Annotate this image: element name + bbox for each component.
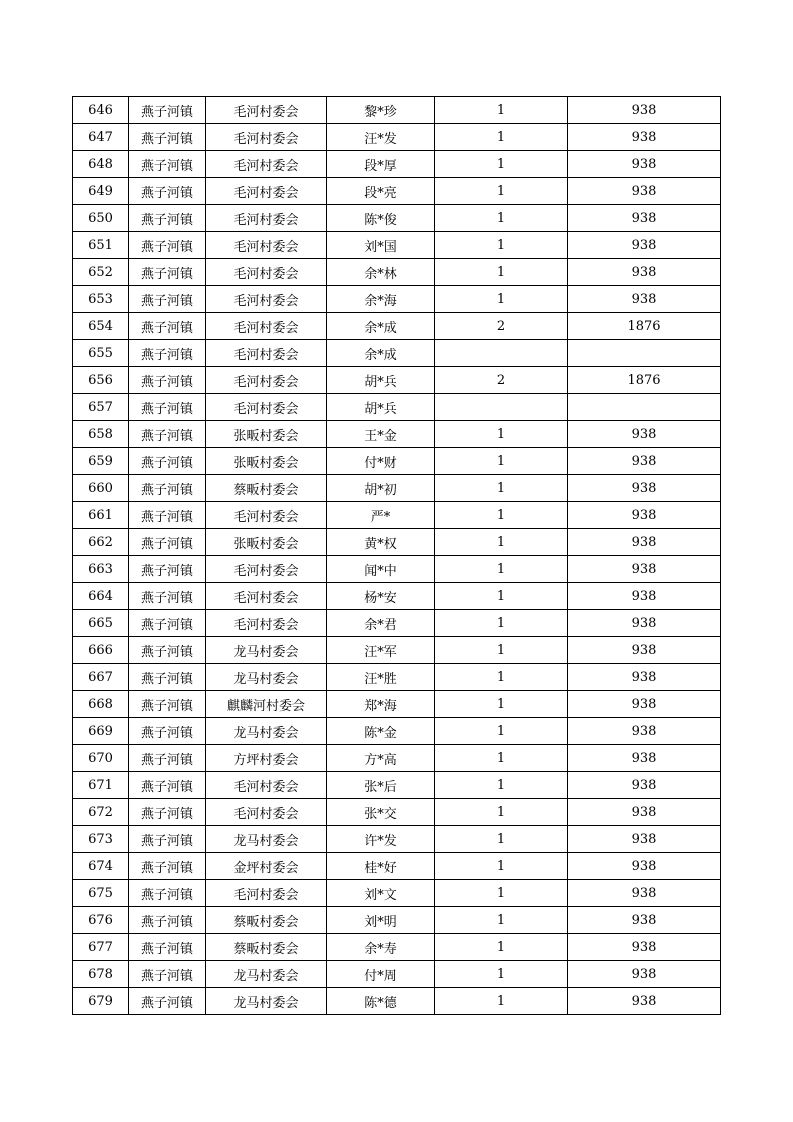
table-row — [73, 988, 721, 1015]
row-number-cell: 668 — [73, 691, 129, 718]
person-name-cell: 胡*初 — [327, 475, 435, 502]
row-number-cell: 651 — [73, 232, 129, 259]
row-number-cell: 665 — [73, 610, 129, 637]
count-cell: 1 — [435, 151, 568, 178]
amount-cell: 938 — [568, 124, 721, 151]
table-row — [73, 610, 721, 637]
row-number-cell: 663 — [73, 556, 129, 583]
person-name-cell: 胡*兵 — [327, 367, 435, 394]
town-cell: 燕子河镇 — [129, 718, 206, 745]
town-cell: 燕子河镇 — [129, 745, 206, 772]
amount-cell: 938 — [568, 610, 721, 637]
person-name-cell: 付*周 — [327, 961, 435, 988]
data-table — [72, 96, 721, 1015]
village-committee-cell: 毛河村委会 — [206, 313, 327, 340]
village-committee-cell: 毛河村委会 — [206, 367, 327, 394]
count-cell: 1 — [435, 610, 568, 637]
town-cell: 燕子河镇 — [129, 961, 206, 988]
town-cell: 燕子河镇 — [129, 124, 206, 151]
row-number-cell: 666 — [73, 637, 129, 664]
amount-cell: 938 — [568, 718, 721, 745]
town-cell: 燕子河镇 — [129, 610, 206, 637]
town-cell: 燕子河镇 — [129, 988, 206, 1015]
row-number-cell: 671 — [73, 772, 129, 799]
table-row — [73, 259, 721, 286]
row-number-cell: 647 — [73, 124, 129, 151]
amount-cell: 938 — [568, 151, 721, 178]
count-cell: 1 — [435, 961, 568, 988]
table-row — [73, 502, 721, 529]
table-row — [73, 178, 721, 205]
count-cell: 2 — [435, 313, 568, 340]
row-number-cell: 661 — [73, 502, 129, 529]
town-cell: 燕子河镇 — [129, 637, 206, 664]
amount-cell: 938 — [568, 502, 721, 529]
row-number-cell: 650 — [73, 205, 129, 232]
amount-cell: 938 — [568, 745, 721, 772]
village-committee-cell: 金坪村委会 — [206, 853, 327, 880]
table-row — [73, 394, 721, 421]
person-name-cell: 汪*胜 — [327, 664, 435, 691]
table-row — [73, 448, 721, 475]
village-committee-cell: 蔡畈村委会 — [206, 934, 327, 961]
count-cell: 1 — [435, 988, 568, 1015]
row-number-cell: 657 — [73, 394, 129, 421]
town-cell: 燕子河镇 — [129, 934, 206, 961]
amount-cell: 938 — [568, 475, 721, 502]
town-cell: 燕子河镇 — [129, 880, 206, 907]
person-name-cell: 黄*权 — [327, 529, 435, 556]
town-cell: 燕子河镇 — [129, 259, 206, 286]
village-committee-cell: 毛河村委会 — [206, 556, 327, 583]
row-number-cell: 662 — [73, 529, 129, 556]
village-committee-cell: 毛河村委会 — [206, 151, 327, 178]
row-number-cell: 664 — [73, 583, 129, 610]
row-number-cell: 646 — [73, 97, 129, 124]
count-cell: 1 — [435, 853, 568, 880]
town-cell: 燕子河镇 — [129, 475, 206, 502]
table-row — [73, 826, 721, 853]
person-name-cell: 桂*好 — [327, 853, 435, 880]
amount-cell: 938 — [568, 772, 721, 799]
amount-cell: 938 — [568, 961, 721, 988]
table-row — [73, 691, 721, 718]
village-committee-cell: 蔡畈村委会 — [206, 475, 327, 502]
table-row — [73, 772, 721, 799]
table-row — [73, 961, 721, 988]
person-name-cell: 余*林 — [327, 259, 435, 286]
row-number-cell: 674 — [73, 853, 129, 880]
table-row — [73, 313, 721, 340]
town-cell: 燕子河镇 — [129, 691, 206, 718]
person-name-cell: 陈*德 — [327, 988, 435, 1015]
town-cell: 燕子河镇 — [129, 448, 206, 475]
row-number-cell: 672 — [73, 799, 129, 826]
amount-cell: 938 — [568, 583, 721, 610]
row-number-cell: 654 — [73, 313, 129, 340]
table-row — [73, 367, 721, 394]
town-cell: 燕子河镇 — [129, 340, 206, 367]
person-name-cell: 段*厚 — [327, 151, 435, 178]
row-number-cell: 655 — [73, 340, 129, 367]
table-row — [73, 745, 721, 772]
amount-cell — [568, 340, 721, 367]
count-cell: 1 — [435, 880, 568, 907]
person-name-cell: 郑*海 — [327, 691, 435, 718]
person-name-cell: 汪*军 — [327, 637, 435, 664]
row-number-cell: 660 — [73, 475, 129, 502]
table-row — [73, 124, 721, 151]
village-committee-cell: 毛河村委会 — [206, 610, 327, 637]
count-cell: 1 — [435, 178, 568, 205]
town-cell: 燕子河镇 — [129, 907, 206, 934]
count-cell: 1 — [435, 529, 568, 556]
town-cell: 燕子河镇 — [129, 286, 206, 313]
person-name-cell: 余*君 — [327, 610, 435, 637]
village-committee-cell: 毛河村委会 — [206, 340, 327, 367]
person-name-cell: 张*交 — [327, 799, 435, 826]
table-row — [73, 232, 721, 259]
row-number-cell: 653 — [73, 286, 129, 313]
person-name-cell: 王*金 — [327, 421, 435, 448]
amount-cell: 938 — [568, 556, 721, 583]
person-name-cell: 段*亮 — [327, 178, 435, 205]
table-row — [73, 529, 721, 556]
person-name-cell: 刘*明 — [327, 907, 435, 934]
person-name-cell: 严* — [327, 502, 435, 529]
person-name-cell: 闻*中 — [327, 556, 435, 583]
count-cell: 1 — [435, 502, 568, 529]
count-cell: 1 — [435, 637, 568, 664]
person-name-cell: 汪*发 — [327, 124, 435, 151]
village-committee-cell: 麒麟河村委会 — [206, 691, 327, 718]
row-number-cell: 679 — [73, 988, 129, 1015]
person-name-cell: 许*发 — [327, 826, 435, 853]
row-number-cell: 652 — [73, 259, 129, 286]
amount-cell: 938 — [568, 259, 721, 286]
amount-cell — [568, 394, 721, 421]
amount-cell: 938 — [568, 205, 721, 232]
amount-cell: 938 — [568, 988, 721, 1015]
town-cell: 燕子河镇 — [129, 826, 206, 853]
row-number-cell: 648 — [73, 151, 129, 178]
table-row — [73, 286, 721, 313]
town-cell: 燕子河镇 — [129, 853, 206, 880]
count-cell: 1 — [435, 934, 568, 961]
person-name-cell: 黎*珍 — [327, 97, 435, 124]
village-committee-cell: 毛河村委会 — [206, 232, 327, 259]
table-row — [73, 853, 721, 880]
town-cell: 燕子河镇 — [129, 367, 206, 394]
table-row — [73, 718, 721, 745]
amount-cell: 938 — [568, 448, 721, 475]
row-number-cell: 659 — [73, 448, 129, 475]
row-number-cell: 675 — [73, 880, 129, 907]
count-cell: 1 — [435, 475, 568, 502]
amount-cell: 938 — [568, 826, 721, 853]
table-row — [73, 583, 721, 610]
person-name-cell: 付*财 — [327, 448, 435, 475]
table-row — [73, 151, 721, 178]
town-cell: 燕子河镇 — [129, 583, 206, 610]
table-row — [73, 799, 721, 826]
table-body — [73, 97, 721, 1015]
table-row — [73, 340, 721, 367]
person-name-cell: 刘*文 — [327, 880, 435, 907]
count-cell: 1 — [435, 826, 568, 853]
row-number-cell: 670 — [73, 745, 129, 772]
amount-cell: 938 — [568, 664, 721, 691]
town-cell: 燕子河镇 — [129, 151, 206, 178]
town-cell: 燕子河镇 — [129, 664, 206, 691]
village-committee-cell: 方坪村委会 — [206, 745, 327, 772]
row-number-cell: 677 — [73, 934, 129, 961]
village-committee-cell: 毛河村委会 — [206, 286, 327, 313]
village-committee-cell: 张畈村委会 — [206, 529, 327, 556]
person-name-cell: 刘*国 — [327, 232, 435, 259]
amount-cell: 1876 — [568, 313, 721, 340]
person-name-cell: 陈*俊 — [327, 205, 435, 232]
amount-cell: 938 — [568, 934, 721, 961]
table-row — [73, 637, 721, 664]
table-row — [73, 664, 721, 691]
amount-cell: 1876 — [568, 367, 721, 394]
count-cell: 1 — [435, 259, 568, 286]
row-number-cell: 678 — [73, 961, 129, 988]
row-number-cell: 656 — [73, 367, 129, 394]
amount-cell: 938 — [568, 421, 721, 448]
village-committee-cell: 毛河村委会 — [206, 772, 327, 799]
amount-cell: 938 — [568, 799, 721, 826]
row-number-cell: 667 — [73, 664, 129, 691]
person-name-cell: 余*海 — [327, 286, 435, 313]
amount-cell: 938 — [568, 286, 721, 313]
table-row — [73, 907, 721, 934]
count-cell: 1 — [435, 583, 568, 610]
count-cell — [435, 394, 568, 421]
village-committee-cell: 毛河村委会 — [206, 394, 327, 421]
table-row — [73, 475, 721, 502]
count-cell: 1 — [435, 664, 568, 691]
village-committee-cell: 蔡畈村委会 — [206, 907, 327, 934]
amount-cell: 938 — [568, 97, 721, 124]
row-number-cell: 676 — [73, 907, 129, 934]
amount-cell: 938 — [568, 907, 721, 934]
count-cell: 2 — [435, 367, 568, 394]
count-cell: 1 — [435, 232, 568, 259]
table-row — [73, 934, 721, 961]
village-committee-cell: 龙马村委会 — [206, 664, 327, 691]
person-name-cell: 陈*金 — [327, 718, 435, 745]
village-committee-cell: 龙马村委会 — [206, 718, 327, 745]
count-cell: 1 — [435, 205, 568, 232]
person-name-cell: 余*成 — [327, 313, 435, 340]
count-cell: 1 — [435, 691, 568, 718]
town-cell: 燕子河镇 — [129, 232, 206, 259]
row-number-cell: 658 — [73, 421, 129, 448]
count-cell: 1 — [435, 799, 568, 826]
village-committee-cell: 张畈村委会 — [206, 421, 327, 448]
amount-cell: 938 — [568, 880, 721, 907]
row-number-cell: 669 — [73, 718, 129, 745]
town-cell: 燕子河镇 — [129, 556, 206, 583]
town-cell: 燕子河镇 — [129, 799, 206, 826]
count-cell: 1 — [435, 421, 568, 448]
village-committee-cell: 毛河村委会 — [206, 97, 327, 124]
count-cell: 1 — [435, 556, 568, 583]
town-cell: 燕子河镇 — [129, 205, 206, 232]
row-number-cell: 649 — [73, 178, 129, 205]
count-cell: 1 — [435, 718, 568, 745]
town-cell: 燕子河镇 — [129, 421, 206, 448]
village-committee-cell: 龙马村委会 — [206, 637, 327, 664]
table-row — [73, 97, 721, 124]
village-committee-cell: 毛河村委会 — [206, 124, 327, 151]
person-name-cell: 张*后 — [327, 772, 435, 799]
count-cell: 1 — [435, 448, 568, 475]
village-committee-cell: 龙马村委会 — [206, 961, 327, 988]
village-committee-cell: 毛河村委会 — [206, 259, 327, 286]
village-committee-cell: 毛河村委会 — [206, 880, 327, 907]
amount-cell: 938 — [568, 691, 721, 718]
amount-cell: 938 — [568, 178, 721, 205]
town-cell: 燕子河镇 — [129, 529, 206, 556]
village-committee-cell: 龙马村委会 — [206, 826, 327, 853]
count-cell: 1 — [435, 124, 568, 151]
person-name-cell: 胡*兵 — [327, 394, 435, 421]
count-cell: 1 — [435, 772, 568, 799]
village-committee-cell: 毛河村委会 — [206, 178, 327, 205]
village-committee-cell: 龙马村委会 — [206, 988, 327, 1015]
count-cell — [435, 340, 568, 367]
town-cell: 燕子河镇 — [129, 502, 206, 529]
count-cell: 1 — [435, 97, 568, 124]
amount-cell: 938 — [568, 529, 721, 556]
table-row — [73, 880, 721, 907]
town-cell: 燕子河镇 — [129, 97, 206, 124]
person-name-cell: 余*成 — [327, 340, 435, 367]
table-row — [73, 205, 721, 232]
village-committee-cell: 毛河村委会 — [206, 583, 327, 610]
amount-cell: 938 — [568, 637, 721, 664]
amount-cell: 938 — [568, 853, 721, 880]
village-committee-cell: 毛河村委会 — [206, 799, 327, 826]
village-committee-cell: 毛河村委会 — [206, 502, 327, 529]
town-cell: 燕子河镇 — [129, 178, 206, 205]
amount-cell: 938 — [568, 232, 721, 259]
person-name-cell: 杨*安 — [327, 583, 435, 610]
town-cell: 燕子河镇 — [129, 394, 206, 421]
village-committee-cell: 毛河村委会 — [206, 205, 327, 232]
table-row — [73, 421, 721, 448]
count-cell: 1 — [435, 745, 568, 772]
table-row — [73, 556, 721, 583]
person-name-cell: 余*寿 — [327, 934, 435, 961]
town-cell: 燕子河镇 — [129, 313, 206, 340]
person-name-cell: 方*高 — [327, 745, 435, 772]
row-number-cell: 673 — [73, 826, 129, 853]
town-cell: 燕子河镇 — [129, 772, 206, 799]
count-cell: 1 — [435, 286, 568, 313]
village-committee-cell: 张畈村委会 — [206, 448, 327, 475]
count-cell: 1 — [435, 907, 568, 934]
